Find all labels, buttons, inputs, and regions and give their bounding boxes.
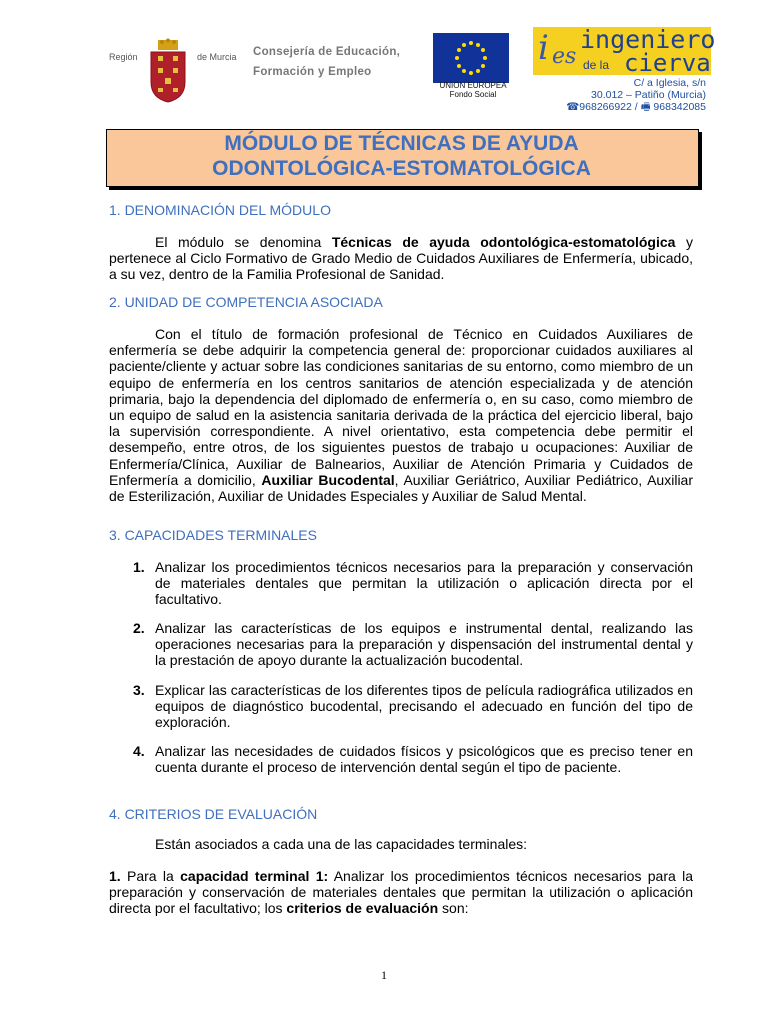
list-item-number: 3.: [133, 682, 145, 698]
list-item: Explicar las características de los diferentes tipos de película radiográfica utilizados en equipos de diagnóstico bucodental, precisando el adecuado en función del tipo de exploración.: [155, 682, 693, 731]
eu-stars-icon: [433, 33, 509, 83]
eu-caption: UNION EUROPEA Fondo Social: [439, 81, 507, 99]
region-label-left: Región: [109, 52, 138, 62]
ies-logo-ingeniero: ingeniero: [580, 25, 716, 54]
section-4-criterion-1: 1. Para la capacidad terminal 1: Analizar los procedimientos técnicos necesarios para la preparación y conservación de materiales dentales que permitan la utilización o aplicación directa por el facultativo; los criterios de evaluación son:: [109, 868, 694, 917]
section-2-heading: 2. UNIDAD DE COMPETENCIA ASOCIADA: [109, 294, 383, 310]
list-item-number: 2.: [133, 620, 145, 636]
list-item: Analizar las necesidades de cuidados físicos y psicológicos que es preciso tener en cuenta durante el proceso de intervención dental según el tipo de paciente.: [155, 743, 693, 776]
list-item: Analizar los procedimientos técnicos necesarios para la preparación y conservación de materiales dentales que permitan la utilización o aplicación directa por el facultativo.: [155, 559, 693, 608]
section-1-paragraph: El módulo se denomina Técnicas de ayuda odontológica-estomatológica y pertenece al Ciclo Formativo de Grado Medio de Cuidados Auxiliares de Enfermería, ubicado, a su vez, dentro de la Familia Profesional de Sanidad.: [109, 234, 694, 283]
list-item: Analizar las características de los equipos e instrumental dental, realizando las operaciones necesarias para la preparación y dispensación del instrumental dental y la prestación de apoyo durante la actualización bucodental.: [155, 620, 693, 669]
section-1-heading: 1. DENOMINACIÓN DEL MÓDULO: [109, 202, 331, 218]
section-2-paragraph: Con el título de formación profesional de Técnico en Cuidados Auxiliares de enfermería se debe adquirir la competencia general de: proporcionar cuidados auxiliares al paciente/cliente y actuar sobre las condiciones sanitarias de su entorno, como miembro de un equipo de enfermería en los centros sanitarios de atención especializada y de atención primaria, bajo la dependencia del diplomado de enfermería o, en su caso, como miembro de un equipo de salud en la asistencia sanitaria derivada de la práctica del ejercicio liberal, bajo la supervisión correspondiente. A nivel orientativo, esta competencia debe permitir el desempeño, entre otros, de los siguientes puestos de trabajo u ocupaciones: Auxiliar de Enfermería/Clínica, Auxiliar de Balnearios, Auxiliar de Atención Primaria y Cuidados de Enfermería a domicilio, Auxiliar Bucodental, Auxiliar Geriátrico, Auxiliar Pediátrico, Auxiliar de Esterilización, Auxiliar de Unidades Especiales y Auxiliar de Salud Mental.: [109, 326, 694, 505]
section-4-heading: 4. CRITERIOS DE EVALUACIÓN: [109, 806, 318, 822]
ies-logo-i: i: [538, 28, 549, 68]
ies-logo-dela: de la: [583, 58, 610, 72]
title-line-2: ODONTOLÓGICA-ESTOMATOLÓGICA: [212, 157, 591, 180]
section-4-intro: Están asociados a cada una de las capacidades terminales:: [155, 836, 528, 852]
address-city: 30.012 – Patiño (Murcia): [591, 89, 706, 101]
title-line-1: MÓDULO DE TÉCNICAS DE AYUDA: [224, 132, 579, 155]
ies-logo-es: es: [552, 44, 577, 69]
murcia-coat-of-arms-icon: [148, 38, 188, 104]
section-3-heading: 3. CAPACIDADES TERMINALES: [109, 527, 317, 543]
address-phones: ☎968266922 / 🖷 968342085: [566, 101, 706, 113]
list-item-number: 1.: [133, 559, 145, 575]
region-label-right: de Murcia: [197, 52, 237, 62]
page-number: 1: [381, 968, 387, 982]
consejeria-heading: Consejería de Educación, Formación y Empleo: [253, 46, 401, 78]
ies-logo-cierva: cierva: [624, 49, 711, 77]
address-street: C/ a Iglesia, s/n: [633, 77, 706, 89]
eu-flag: [433, 33, 509, 83]
list-item-number: 4.: [133, 743, 145, 759]
